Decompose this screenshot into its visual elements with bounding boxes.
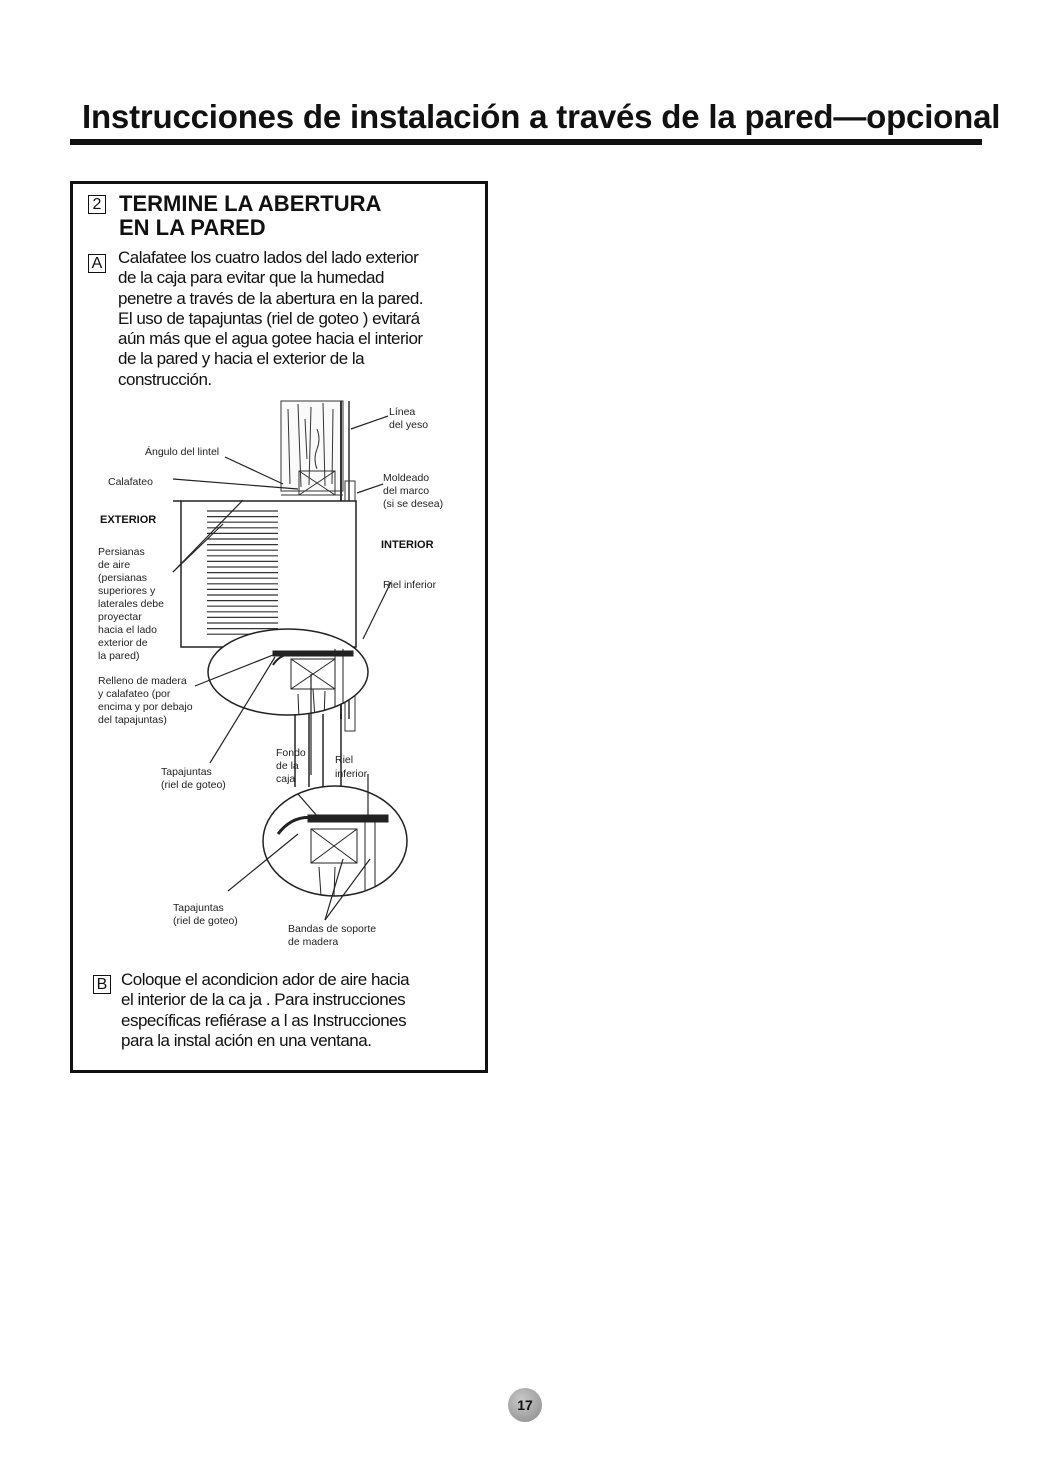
installation-diagram — [73, 389, 485, 954]
label-persianas-line: proyectar — [98, 611, 142, 623]
label-moldeado-2: del marco — [383, 485, 430, 497]
step-number-box: 2 — [88, 195, 106, 214]
label-relleno: Relleno de madera — [98, 675, 187, 687]
substep-b-line: el interior de la ca ja . Para instrucciones — [121, 990, 406, 1010]
substep-b-line: para la instal ación en una ventana. — [121, 1030, 372, 1050]
label-linea-yeso-2: del yeso — [389, 419, 429, 431]
air-conditioner-box — [173, 501, 356, 647]
substep-a-line: Calafatee los cuatro lados del lado exterior — [118, 248, 419, 267]
label-relleno-2: y calafateo (por — [98, 688, 171, 700]
label-relleno-4: del tapajuntas) — [98, 714, 167, 726]
label-moldeado-3: (si se desea) — [383, 498, 444, 510]
substep-a-line: El uso de tapajuntas (riel de goteo ) evitará — [118, 308, 420, 328]
page-title: Instrucciones de instalación a través de la pared—opcional — [82, 98, 1001, 135]
label-interior: INTERIOR — [381, 539, 434, 551]
label-persianas-line: superiores y — [98, 585, 156, 597]
instruction-panel — [70, 181, 488, 1073]
substep-b-line: Coloque el acondicion ador de aire hacia — [121, 970, 410, 989]
label-bandas-2: de madera — [288, 936, 339, 948]
label-persianas-line: la pared) — [98, 650, 140, 662]
substep-b-line: específicas refiérase a l as Instrucciones — [121, 1010, 407, 1030]
label-riel-inferior-top: Riel inferior — [383, 579, 437, 591]
title-rule — [70, 139, 982, 145]
step-title — [119, 192, 459, 240]
substep-a-line: de la caja para evitar que la humedad — [118, 268, 384, 288]
label-tapajuntas-2b: (riel de goteo) — [173, 915, 238, 927]
substep-b-letter-box: B — [93, 975, 111, 994]
label-riel-2: inferior — [335, 768, 368, 780]
substep-a-letter-box: A — [88, 254, 106, 273]
label-linea-yeso: Línea — [389, 406, 416, 418]
substep-a-line: penetre a través de la abertura en la pared. — [118, 288, 423, 308]
substep-b-text — [121, 970, 481, 1051]
substep-a-line: construcción. — [118, 369, 212, 389]
label-relleno-3: encima y por debajo — [98, 701, 193, 713]
substep-a-line: aún más que el agua gotee hacia el interior — [118, 329, 423, 349]
step-title-line-2: EN LA PARED — [119, 215, 266, 240]
label-bandas: Bandas de soporte — [288, 923, 377, 935]
label-exterior: EXTERIOR — [100, 514, 157, 526]
label-persianas-line: de aire — [98, 559, 131, 571]
step-title-line-1: TERMINE LA ABERTURA — [119, 191, 382, 216]
label-tapajuntas-1b: (riel de goteo) — [161, 779, 226, 791]
label-persianas-line: Persianas — [98, 546, 145, 558]
label-fondo: Fondo — [276, 747, 306, 759]
page-number-badge: 17 — [508, 1388, 542, 1422]
label-fondo-3: caja — [276, 773, 296, 785]
label-persianas-line: (persianas — [98, 572, 148, 584]
label-angulo-lintel: Ángulo del lintel — [145, 446, 220, 458]
label-moldeado: Moldeado — [383, 472, 430, 484]
substep-a-text — [118, 248, 478, 390]
label-tapajuntas-1: Tapajuntas — [161, 766, 212, 778]
label-persianas-line: laterales debe — [98, 598, 164, 610]
label-riel: Riel — [335, 754, 354, 766]
label-persianas-line: exterior de — [98, 637, 148, 649]
substep-a-line: de la pared y hacia el exterior de la — [118, 349, 365, 369]
detail-circle-bottom — [263, 786, 407, 896]
label-tapajuntas-2: Tapajuntas — [173, 902, 224, 914]
label-persianas-line: hacia el lado — [98, 624, 157, 636]
label-fondo-2: de la — [276, 760, 299, 772]
label-calafateo: Calafateo — [108, 476, 153, 488]
